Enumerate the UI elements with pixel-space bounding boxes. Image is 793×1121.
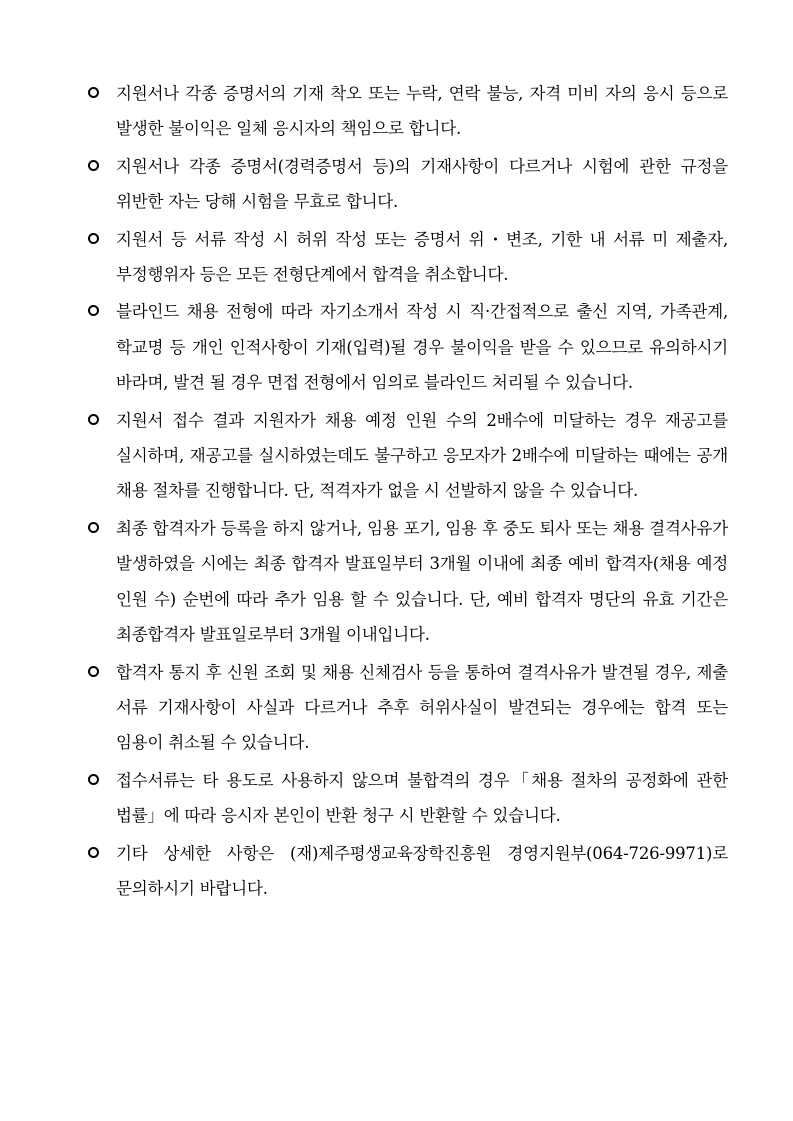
notice-list (88, 76, 728, 908)
notice-item-disqualification (88, 655, 728, 761)
notice-text: 지원서 등 서류 작성 시 허위 작성 또는 증명서 위・변조, 기한 내 서류 미 제출자, 부정행위자 등은 모든 전형단계에서 합격을 취소합니다. (116, 229, 728, 285)
notice-text: 블라인드 채용 전형에 따라 자기소개서 작성 시 직·간접적으로 출신 지역, 가족관계, 학교명 등 개인 인적사항이 기재(입력)될 경우 불이익을 받을 수 있으므로 유의하시기 바라며, 발견 될 경우 면접 전형에서 임의로 블라인드 처리될 수 있습니다. (116, 302, 728, 393)
notice-item-reserve-candidates (88, 511, 728, 653)
notice-text: 접수서류는 타 용도로 사용하지 않으며 불합격의 경우「채용 절차의 공정화에 관한 법률」에 따라 응시자 본인이 반환 청구 시 반환할 수 있습니다. (116, 770, 728, 826)
notice-item-blind-hiring (88, 294, 728, 400)
notice-item-contact (88, 836, 728, 907)
notice-text: 합격자 통지 후 신원 조회 및 채용 신체검사 등을 통하여 결격사유가 발견될 경우, 제출 서류 기재사항이 사실과 다르거나 추후 허위사실이 발견되는 경우에는 합격 또는 임용이 취소될 수 있습니다. (116, 662, 728, 753)
notice-item-incorrect-entry (88, 76, 728, 147)
notice-text: 기타 상세한 사항은 (재)제주평생교육장학진흥원 경영지원부(064-726-9971)로 문의하시기 바랍니다. (116, 843, 728, 898)
notice-text: 지원서나 각종 증명서의 기재 착오 또는 누락, 연락 불능, 자격 미비 자의 응시 등으로 발생한 불이익은 일체 응시자의 책임으로 합니다. (116, 84, 728, 139)
circle-bullet-icon (88, 160, 99, 171)
circle-bullet-icon (88, 414, 99, 425)
circle-bullet-icon (88, 305, 99, 316)
circle-bullet-icon (88, 774, 99, 785)
circle-bullet-icon (88, 666, 99, 677)
circle-bullet-icon (88, 847, 99, 858)
circle-bullet-icon (88, 87, 99, 98)
notice-item-invalid-exam (88, 149, 728, 220)
notice-item-document-return (88, 763, 728, 834)
notice-text: 지원서 접수 결과 지원자가 채용 예정 인원 수의 2배수에 미달하는 경우 재공고를 실시하며, 재공고를 실시하였는데도 불구하고 응모자가 2배수에 미달하는 때에는 공개 채용 절차를 진행합니다. 단, 적격자가 없을 시 선발하지 않을 수 있습니다. (116, 410, 728, 501)
circle-bullet-icon (88, 233, 99, 244)
circle-bullet-icon (88, 522, 99, 533)
notice-text: 지원서나 각종 증명서(경력증명서 등)의 기재사항이 다르거나 시험에 관한 규정을 위반한 자는 당해 시험을 무효로 합니다. (116, 156, 728, 212)
notice-item-re-announcement (88, 403, 728, 509)
notice-item-false-documents (88, 222, 728, 293)
notice-text: 최종 합격자가 등록을 하지 않거나, 임용 포기, 임용 후 중도 퇴사 또는 채용 결격사유가 발생하였을 시에는 최종 합격자 발표일부터 3개월 이내에 최종 예비 합격자(채용 예정 인원 수) 순번에 따라 추가 임용 할 수 있습니다. 단, 예비 합격자 명단의 유효 기간은 최종합격자 발표일로부터 3개월 이내입니다. (116, 518, 728, 645)
